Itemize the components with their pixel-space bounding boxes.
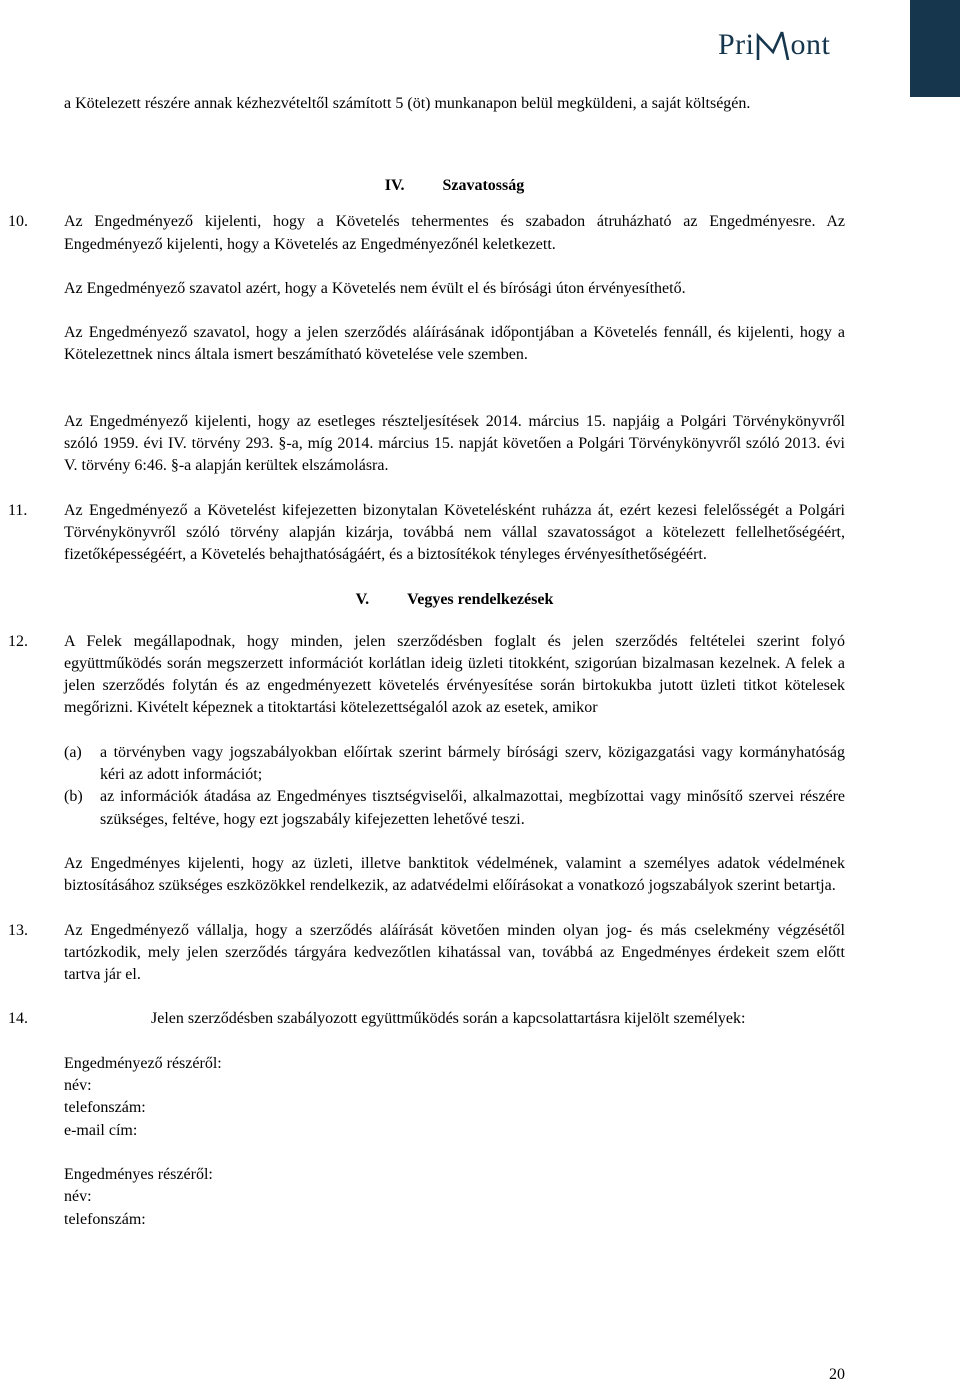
- clause-11: [8, 500, 845, 567]
- section-number: IV.: [384, 177, 405, 195]
- section-title: Vegyes rendelkezések: [407, 590, 554, 608]
- clause-10-paragraph-4: Az Engedményező kijelenti, hogy az esetleges részteljesítések 2014. március 15. napjáig a Polgári Törvénykönyvről szóló 1959. évi IV. törvény 293. §-a, míg 2014. március 15. napját követően a Polgári Törvénykönyvről szóló 2013. évi V. törvény 6:46. §-a alapján kerültek elszámolásra.: [64, 412, 845, 475]
- section-heading-v: [64, 589, 845, 611]
- clause-12-paragraph: A Felek megállapodnak, hogy minden, jelen szerződésben foglalt és jelen szerződés feltételei szerint folyó együttműködés során megszerzett információt korlátlan ideig üzleti titokként, szigorúan bizalmasan kezelnek. A felek a jelen szerződés folytán és az engedményezett követelés érvényesítése során birtokukba jutott üzleti titkot kötelesek megőrizni. Kivételt képeznek a titoktartási kötelezettségalól azok az esetek, amikor: [64, 632, 845, 717]
- contacts-assignor: [64, 1053, 845, 1142]
- sub-item-label: (b): [64, 788, 83, 806]
- clause-number: 12.: [8, 632, 28, 650]
- primont-logo: [718, 26, 830, 60]
- logo-text-left: Pri: [718, 28, 755, 61]
- clause-12-sub-b: [64, 786, 845, 831]
- clause-14: [8, 1008, 845, 1030]
- clause-number: 10.: [8, 213, 28, 231]
- clause-11-paragraph: Az Engedményező a Követelést kifejezetten bizonytalan Követelésként ruházza át, ezért kezesi felelősségét a Polgári Törvénykönyvről szóló törvény alapján kizárja, továbbá nem vállal szavatosságot a kötelezett fellelhetőségéért, fizetőképességéért, a Követelés behajthatóságáért, és a biztosítékok tényleges érvényesíthetőségéért.: [64, 501, 845, 564]
- clause-10-paragraph-2: Az Engedményező szavatol azért, hogy a Követelés nem évült el és bírósági úton érvényesíthető.: [64, 279, 686, 297]
- contact-heading: Engedményező részéről:: [64, 1054, 222, 1072]
- clause-12-paragraph-2: Az Engedményes kijelenti, hogy az üzleti, illetve banktitok védelmének, valamint a személyes adatok védelmének biztosításához szükséges eszközökkel rendelkezik, az adatvédelmi előírásokat a vonatkozó jogszabályok szerint betartja.: [64, 854, 845, 895]
- clause-10-paragraph-3: Az Engedményező szavatol, hogy a jelen szerződés aláírásának időpontjában a Követelés fennáll, és kijelenti, hogy a Kötelezettnek nincs általa ismert beszámítható követelése vele szemben.: [64, 324, 845, 364]
- clause-12: [8, 631, 845, 898]
- contacts-assignee: [64, 1164, 845, 1231]
- contact-email-label: e-mail cím:: [64, 1121, 138, 1139]
- contact-phone-label: telefonszám:: [64, 1210, 146, 1228]
- clause-number: 11.: [8, 501, 28, 519]
- clause-10-paragraph-1: Az Engedményező kijelenti, hogy a Követelés tehermentes és szabadon átruházható az Engedményesre. Az Engedményező kijelenti, hogy a Követelés az Engedményezőnél keletkezett.: [64, 213, 845, 253]
- section-heading-iv: [64, 175, 845, 197]
- logo-text-right: ont: [790, 28, 831, 61]
- document-body: [8, 93, 845, 1231]
- clause-13: [8, 920, 845, 987]
- section-title: Szavatosság: [442, 177, 525, 195]
- sub-item-text: a törvényben vagy jogszabályokban előírtak szerint bármely bírósági szerv, közigazgatási vagy kormányhatóság kéri az adott információt;: [100, 743, 845, 784]
- logo-m-mark-icon: [756, 30, 790, 60]
- contact-phone-label: telefonszám:: [64, 1099, 146, 1117]
- clause-number: 13.: [8, 921, 28, 939]
- contact-heading: Engedményes részéről:: [64, 1165, 213, 1183]
- clause-13-paragraph: Az Engedményező vállalja, hogy a szerződés aláírását követően minden olyan jog- és más cselekmény végzésétől tartózkodik, mely jelen szerződés tárgyára kedvezőtlen kihatással van, továbbá az Engedményes érdekeit szem előtt tartva jár el.: [64, 921, 845, 984]
- clause-14-paragraph: Jelen szerződésben szabályozott együttműködés során a kapcsolattartásra kijelölt személyek:: [151, 1010, 746, 1028]
- clause-10: [8, 211, 845, 477]
- intro-paragraph: a Kötelezett részére annak kézhezvételtől számított 5 (öt) munkanapon belül megküldeni, a saját költségén.: [64, 95, 751, 112]
- contact-name-label: név:: [64, 1188, 92, 1206]
- clause-12-sub-a: [64, 742, 845, 787]
- sub-item-text: az információk átadása az Engedményes tisztségviselői, alkalmazottai, megbízottai vagy minősítő szervei részére szükséges, feltéve, hogy ezt jogszabály kifejezetten lehetővé teszi.: [100, 788, 845, 828]
- contact-name-label: név:: [64, 1077, 92, 1095]
- section-number: V.: [355, 590, 370, 608]
- header-corner-block: [910, 0, 960, 97]
- sub-item-label: (a): [64, 743, 82, 761]
- clause-number: 14.: [8, 1010, 28, 1028]
- page-number: 20: [829, 1366, 845, 1383]
